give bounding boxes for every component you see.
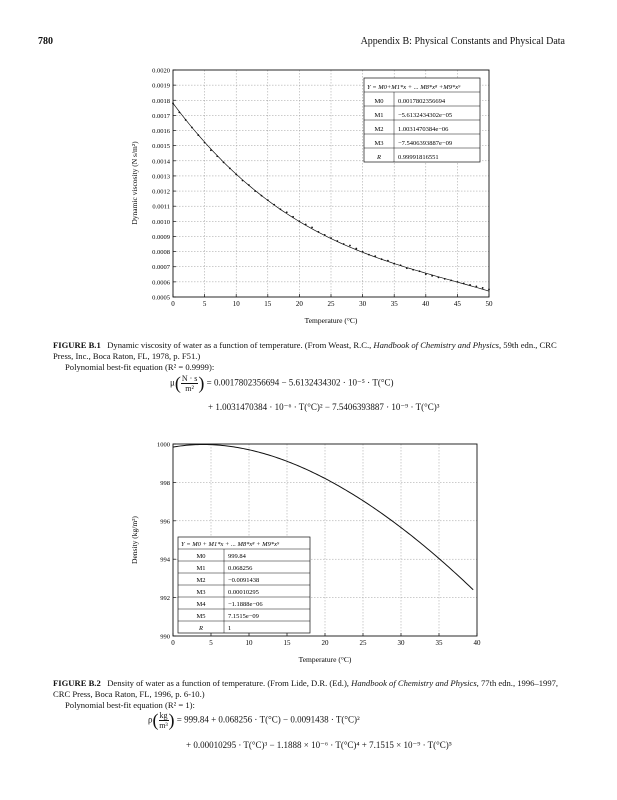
- x-axis-label: Temperature (°C): [298, 655, 352, 664]
- x-tick-label: 10: [232, 300, 240, 308]
- x-tick-label: 10: [245, 639, 253, 647]
- y-tick-label: 998: [160, 479, 170, 487]
- legend-key: M2: [374, 126, 384, 133]
- y-tick-label: 0.0010: [152, 218, 170, 226]
- legend-key: M0: [374, 98, 384, 105]
- legend-table: [364, 78, 480, 162]
- legend-value: −0.0091438: [228, 577, 260, 584]
- legend-key: R: [199, 625, 203, 632]
- x-tick-label: 15: [264, 300, 272, 308]
- y-tick-label: 994: [160, 556, 170, 564]
- legend-key: M4: [196, 601, 206, 608]
- viscosity-equation: μ( $\frac{N \cdot s}{\text{m²}}$ ) = 0.0017802356694 − 5.6132434302 · 10⁻⁵ · T(°C): [170, 373, 394, 393]
- legend-key: M2: [196, 577, 206, 584]
- x-tick-label: 15: [283, 639, 291, 647]
- x-tick-label: 0: [171, 639, 175, 647]
- caption-label: FIGURE B.1: [53, 340, 101, 350]
- x-tick-label: 20: [321, 639, 329, 647]
- page-number: 780: [38, 36, 53, 47]
- eq-line-1: = 0.0017802356694 − 5.6132434302 · 10⁻⁵ · T(°C): [206, 377, 394, 388]
- y-tick-label: 0.0013: [152, 173, 170, 181]
- x-tick-label: 40: [473, 639, 481, 647]
- legend-key: M0: [196, 553, 206, 560]
- y-tick-label: 0.0018: [152, 97, 170, 105]
- x-tick-label: 45: [453, 300, 461, 308]
- eq-unit-denominator: m³: [159, 721, 168, 730]
- x-tick-label: 20: [295, 300, 303, 308]
- y-tick-label: 990: [160, 633, 170, 641]
- eq-unit-denominator: m²: [185, 384, 194, 393]
- figure-b1-caption: [53, 340, 573, 373]
- legend-title: Y = M0 + M1*x + ... M8*x⁸ + M9*x⁹: [181, 541, 280, 548]
- y-axis-label: Density (kg/m³): [130, 516, 139, 564]
- caption-tail: , 77th edn., 1996–1997, CRC Press, Boca Raton, FL, 1996, p. 6-10.): [53, 678, 559, 699]
- legend-value: 7.1515e−09: [228, 613, 259, 620]
- legend-key: M3: [196, 589, 206, 596]
- y-tick-label: 0.0008: [152, 249, 170, 257]
- y-tick-label: 0.0011: [152, 203, 170, 211]
- x-tick-label: 30: [397, 639, 405, 647]
- eq-line-1: = 999.84 + 0.068256 · T(°C) − 0.0091438 · T(°C)²: [176, 714, 360, 725]
- legend-key: M1: [374, 112, 384, 119]
- y-tick-label: 996: [160, 518, 170, 526]
- y-tick-label: 0.0006: [152, 279, 170, 287]
- density-chart: [120, 432, 500, 670]
- y-tick-label: 0.0009: [152, 233, 170, 241]
- legend-value: 1: [228, 625, 232, 632]
- density-equation: ρ( $\frac{kg}{\text{m³}}$ ) = 999.84 + 0.068256 · T(°C) − 0.0091438 · T(°C)²: [148, 710, 360, 730]
- eq-unit-numerator: kg: [159, 711, 168, 720]
- data-point: [482, 287, 484, 289]
- eq-symbol: ρ: [148, 714, 153, 725]
- legend-key: M3: [374, 140, 384, 147]
- data-point: [349, 245, 351, 247]
- y-tick-label: 0.0017: [152, 112, 170, 120]
- x-tick-label: 25: [359, 639, 367, 647]
- legend-value: 0.068256: [228, 565, 253, 572]
- y-tick-label: 992: [160, 595, 170, 603]
- legend-value: 0.00010295: [228, 589, 259, 596]
- y-tick-label: 0.0012: [152, 188, 170, 196]
- caption-italic: Handbook of Chemistry and Physics: [373, 340, 499, 350]
- legend-title: Y = M0+M1*x + ... M8*x⁸ +M9*x⁹: [367, 84, 461, 91]
- x-tick-label: 50: [485, 300, 493, 308]
- x-tick-label: 25: [327, 300, 335, 308]
- legend-value: −7.5406393887e−09: [398, 140, 453, 147]
- y-tick-label: 0.0019: [152, 82, 170, 90]
- legend-table: [178, 537, 310, 633]
- y-tick-label: 0.0016: [152, 128, 170, 136]
- legend-value: 0.0017802356694: [398, 98, 446, 105]
- x-tick-label: 30: [359, 300, 367, 308]
- legend-value: −1.1888e−06: [228, 601, 263, 608]
- data-point: [488, 289, 490, 291]
- fit-statement: Polynomial best-fit equation (R² = 1):: [65, 700, 195, 710]
- y-tick-label: 0.0005: [152, 294, 170, 302]
- eq-symbol: μ: [170, 377, 175, 388]
- y-tick-label: 0.0014: [152, 158, 170, 166]
- viscosity-chart: [120, 58, 500, 333]
- eq-unit-numerator: N · s: [181, 374, 198, 383]
- figure-b2-caption: [53, 678, 573, 711]
- y-tick-label: 0.0015: [152, 143, 170, 151]
- eq-line-2: + 0.00010295 · T(°C)³ − 1.1888 × 10⁻⁶ · T(°C)⁴ + 7.1515 × 10⁻⁹ · T(°C)⁵: [186, 740, 452, 750]
- y-tick-label: 1000: [157, 441, 170, 449]
- caption-tail: , 59th edn., CRC Press, Inc., Boca Raton, FL, 1978, p. F51.): [53, 340, 557, 361]
- legend-key: M5: [196, 613, 206, 620]
- legend-value: −5.6132434302e−05: [398, 112, 453, 119]
- y-tick-label: 0.0020: [152, 67, 170, 75]
- x-tick-label: 5: [209, 639, 213, 647]
- running-title: Appendix B: Physical Constants and Physical Data: [360, 36, 565, 47]
- legend-key: R: [377, 154, 381, 161]
- legend-value: 999.84: [228, 553, 246, 560]
- caption-label: FIGURE B.2: [53, 678, 101, 688]
- legend-value: 1.0031470384e−06: [398, 126, 449, 133]
- fit-statement: Polynomial best-fit equation (R² = 0.9999):: [65, 362, 215, 372]
- caption-text: Dynamic viscosity of water as a function of temperature. (From Weast, R.C.,: [107, 340, 374, 350]
- legend-value: 0.99991816551: [398, 154, 439, 161]
- caption-text: Density of water as a function of temperature. (From Lide, D.R. (Ed.),: [107, 678, 352, 688]
- data-point: [311, 226, 313, 228]
- x-tick-label: 0: [171, 300, 175, 308]
- x-axis-label: Temperature (°C): [304, 316, 358, 325]
- x-tick-label: 35: [390, 300, 398, 308]
- x-tick-label: 40: [422, 300, 430, 308]
- y-tick-label: 0.0007: [152, 264, 170, 272]
- x-tick-label: 5: [202, 300, 207, 308]
- y-axis-label: Dynamic viscosity (N s/m²): [130, 141, 139, 225]
- x-tick-label: 35: [435, 639, 443, 647]
- legend-key: M1: [196, 565, 206, 572]
- caption-italic: Handbook of Chemistry and Physics: [351, 678, 477, 688]
- eq-line-2: + 1.0031470384 · 10⁻⁶ · T(°C)² − 7.5406393887 · 10⁻⁹ · T(°C)³: [208, 402, 440, 412]
